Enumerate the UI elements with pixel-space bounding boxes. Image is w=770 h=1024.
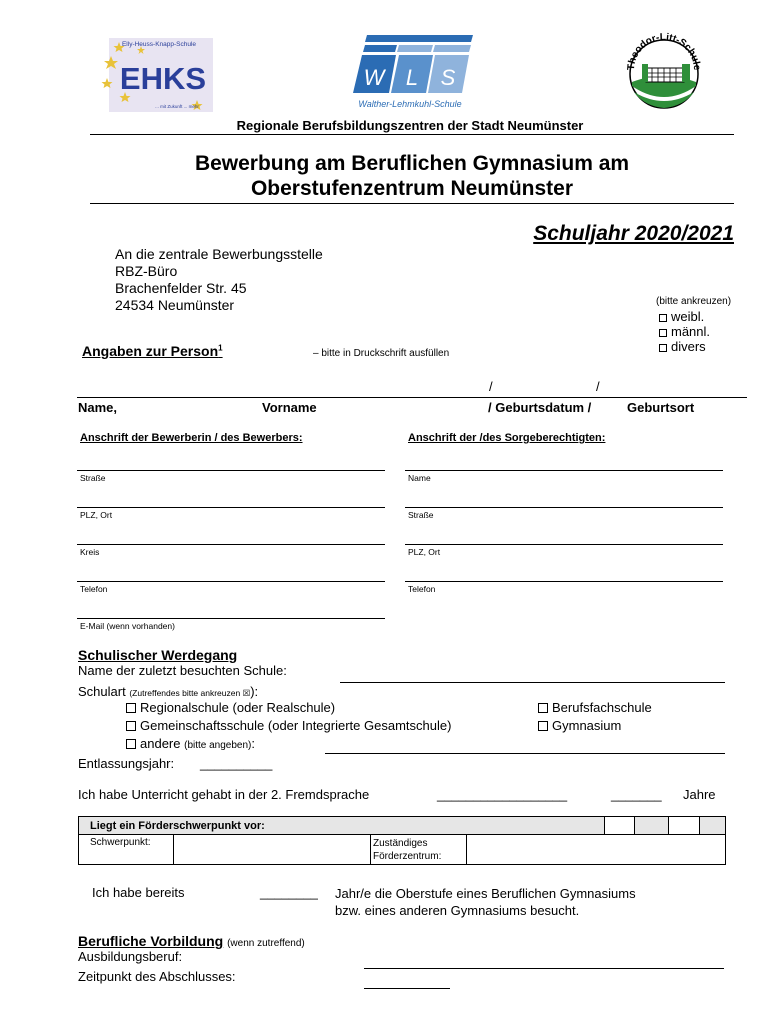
print-hint: – bitte in Druckschrift ausfüllen: [313, 348, 450, 359]
foerder-no-box[interactable]: [668, 816, 700, 835]
wls-letter-l: L: [405, 65, 419, 90]
applicant-phone-input[interactable]: [77, 581, 385, 582]
checkbox-icon[interactable]: [126, 739, 136, 749]
oberstufe-years-blank[interactable]: ________: [260, 885, 318, 900]
label-guardian-telefon: Telefon: [408, 584, 436, 594]
label-last-school: Name der zuletzt besuchten Schule:: [78, 663, 287, 678]
andere-input[interactable]: [325, 753, 725, 754]
applicant-kreis-input[interactable]: [77, 544, 385, 545]
header-rule: [90, 134, 734, 135]
applicant-plz-input[interactable]: [77, 507, 385, 508]
address-line: 24534 Neumünster: [115, 297, 235, 313]
gender-hint: (bitte ankreuzen): [656, 296, 732, 307]
fremdsprache-years-blank[interactable]: _______: [611, 787, 662, 802]
form-title-line2: Oberstufenzentrum Neumünster: [250, 177, 574, 200]
gender-option-weibl[interactable]: weibl.: [659, 309, 710, 324]
gender-option-maennl[interactable]: männl.: [659, 324, 710, 339]
person-heading: Angaben zur Person$^1$: [82, 343, 223, 359]
institution-name: Regionale Berufsbildungszentren der Stadt Neumünster: [236, 118, 584, 133]
checkbox-icon[interactable]: [538, 721, 548, 731]
zeitpunkt-input[interactable]: [364, 988, 450, 989]
checkbox-icon[interactable]: [126, 703, 136, 713]
label-plz-ort: PLZ, Ort: [80, 510, 113, 520]
label-name: Name,: [78, 400, 118, 415]
label-kreis: Kreis: [80, 547, 100, 557]
label-guardian-plz: PLZ, Ort: [408, 547, 441, 557]
wls-caption: Walther-Lehmkuhl-Schule: [358, 99, 462, 109]
foerder-divider-2: [370, 834, 371, 865]
label-fremdsprache: Ich habe Unterricht gehabt in der 2. Fremdsprache: [78, 787, 370, 802]
checkbox-icon[interactable]: [659, 329, 667, 337]
label-guardian-name: Name: [408, 473, 431, 483]
address-line: RBZ-Büro: [115, 263, 178, 279]
wls-letter-s: S: [440, 65, 456, 90]
label-ausbildungsberuf: Ausbildungsberuf:: [78, 949, 183, 964]
label-geburtsort: Geburtsort: [627, 400, 695, 415]
label-geburtsdatum: / Geburtsdatum /: [488, 400, 592, 415]
checkbox-icon[interactable]: [659, 314, 667, 322]
foerderzentrum-input[interactable]: [468, 835, 725, 864]
address-line: Brachenfelder Str. 45: [115, 280, 247, 296]
person-input-line[interactable]: [77, 397, 747, 398]
foerder-divider-3: [466, 834, 467, 865]
checkbox-icon[interactable]: [659, 344, 667, 352]
label-telefon: Telefon: [80, 584, 108, 594]
foerder-divider-1: [173, 834, 174, 865]
last-school-input[interactable]: [340, 682, 725, 683]
tls-arc-text: Theodor-Litt-Schule: [625, 31, 703, 71]
label-guardian-strasse: Straße: [408, 510, 434, 520]
label-jahre: Jahre: [683, 787, 716, 802]
gender-option-divers[interactable]: divers: [659, 339, 710, 354]
label-oberstufe-prefix: Ich habe bereits: [92, 885, 185, 900]
label-entlassungsjahr: Entlassungsjahr:: [78, 756, 175, 771]
schulart-option-gymnasium[interactable]: Gymnasium: [538, 718, 621, 733]
schulart-option-gemeinschaft[interactable]: Gemeinschaftsschule (oder Integrierte Gesamtschule): [126, 718, 451, 733]
date-slash-1: /: [489, 379, 493, 394]
guardian-plz-input[interactable]: [405, 544, 723, 545]
recipient-address: [115, 246, 323, 314]
guardian-street-input[interactable]: [405, 507, 723, 508]
vorbildung-heading: Berufliche Vorbildung (wenn zutreffend): [78, 933, 305, 949]
schulart-option-andere[interactable]: andere (bitte angeben):: [126, 736, 255, 751]
ehks-logo: [97, 34, 215, 114]
label-schwerpunkt: Schwerpunkt:: [90, 837, 151, 848]
schwerpunkt-input[interactable]: [175, 835, 369, 864]
oberstufe-text: Jahr/e die Oberstufe eines Beruflichen Gymnasiums bzw. eines anderen Gymnasiums besucht.: [335, 886, 636, 918]
schulart-line: Schulart (Zutreffendes bitte ankreuzen ☒):: [78, 684, 259, 699]
date-slash-2: /: [596, 379, 600, 394]
wls-letter-w: W: [363, 65, 385, 90]
schulart-option-regional[interactable]: Regionalschule (oder Realschule): [126, 700, 335, 715]
label-zeitpunkt: Zeitpunkt des Abschlusses:: [78, 969, 236, 984]
title-rule: [90, 203, 734, 204]
schulart-option-berufsfach[interactable]: Berufsfachschule: [538, 700, 652, 715]
form-title-line1: Bewerbung am Beruflichen Gymnasium am: [194, 152, 630, 175]
foerder-yes-box[interactable]: [604, 816, 635, 835]
checkbox-icon[interactable]: [538, 703, 548, 713]
label-strasse: Straße: [80, 473, 106, 483]
guardian-phone-input[interactable]: [405, 581, 723, 582]
school-year: Schuljahr 2020/2021: [533, 222, 734, 245]
guardian-address-heading: Anschrift der /des Sorgeberechtigten:: [408, 432, 606, 444]
ausbildungsberuf-input[interactable]: [364, 968, 724, 969]
footnote-marker: 1: [218, 343, 223, 353]
ehks-letters: EHKS: [119, 61, 207, 96]
foerder-heading: Liegt ein Förderschwerpunkt vor:: [90, 820, 265, 832]
gender-options: [659, 309, 710, 354]
applicant-address-heading: Anschrift der Bewerberin / des Bewerbers:: [80, 432, 303, 444]
label-zustaendig: Zuständiges Förderzentrum:: [373, 838, 442, 862]
wls-logo: [345, 33, 475, 113]
checkbox-icon[interactable]: [126, 721, 136, 731]
applicant-street-input[interactable]: [77, 470, 385, 471]
ehks-line1: Elly-Heuss-Knapp-Schule: [121, 41, 197, 48]
guardian-name-input[interactable]: [405, 470, 723, 471]
ehks-tagline: ... mit Zukunft ... mehr: [155, 104, 199, 109]
applicant-email-input[interactable]: [77, 618, 385, 619]
entlassungsjahr-blank[interactable]: __________: [200, 756, 273, 771]
schooling-heading: Schulischer Werdegang: [78, 647, 238, 663]
label-email: E-Mail (wenn vorhanden): [80, 621, 175, 631]
fremdsprache-blank[interactable]: __________________: [437, 787, 568, 802]
label-vorname: Vorname: [262, 400, 317, 415]
address-line: An die zentrale Bewerbungsstelle: [115, 246, 323, 262]
tls-logo: [624, 30, 704, 110]
